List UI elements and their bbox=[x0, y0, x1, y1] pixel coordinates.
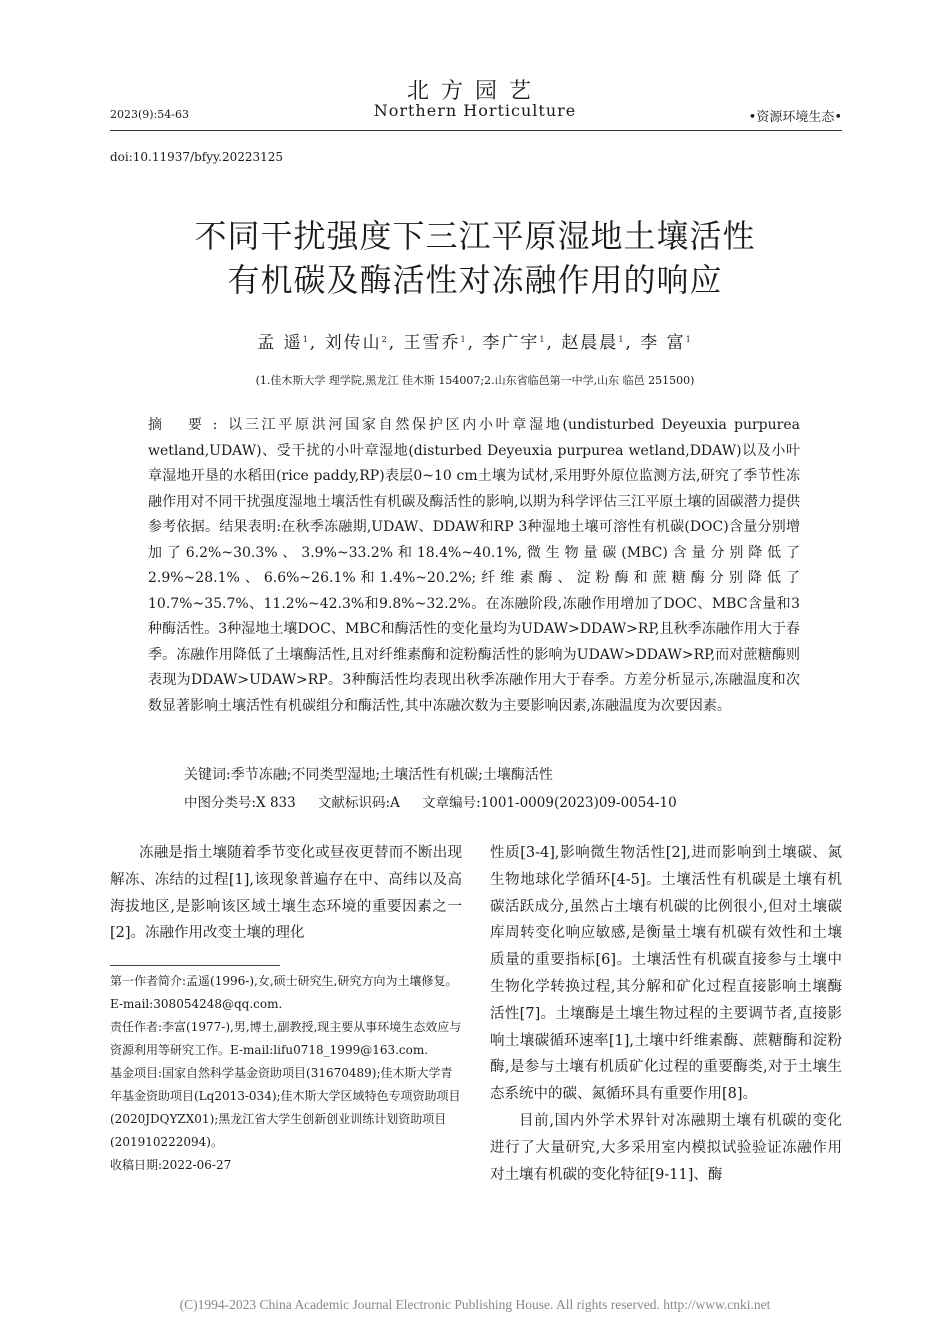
article-number: 文章编号:1001-0009(2023)09-0054-10 bbox=[422, 795, 677, 811]
affiliations: (1.佳木斯大学 理学院,黑龙江 佳木斯 154007;2.山东省临邑第一中学,山东 临邑 251500) bbox=[255, 374, 695, 387]
section-label: •资源环境生态• bbox=[748, 110, 842, 125]
header-divider bbox=[110, 130, 842, 131]
body-column-right bbox=[490, 840, 842, 1188]
issue-info: 2023(9):54-63 bbox=[110, 108, 189, 121]
copyright-notice: (C)1994-2023 China Academic Journal Electronic Publishing House. All rights reserved. http://www.cnki.net bbox=[179, 1297, 771, 1312]
body-paragraph: 冻融是指土壤随着季节变化或昼夜更替而不断出现解冻、冻结的过程[1],该现象普遍存在中、高纬以及高海拔地区,是影响该区域土壤生态环境的重要因素之一[2]。冻融作用改变土壤的理化 bbox=[110, 845, 462, 942]
corresponding-author-note: 责任作者:李富(1977-),男,博士,副教授,现主要从事环境生态效应与资源利用等研究工作。E-mail:lifu0718_1999@163.com. bbox=[110, 1020, 462, 1057]
author-affil-mark: 1 bbox=[618, 335, 626, 344]
title-line-2: 有机碳及酶活性对冻融作用的响应 bbox=[227, 261, 723, 299]
author: 王雪乔 bbox=[403, 333, 461, 353]
funding-note: 基金项目:国家自然科学基金资助项目(31670489);佳木斯大学青年基金资助项目(Lq2013-034);佳木斯大学区域特色专项资助项目(2020JDQYZX01);黑龙江省大学生创新创业训练计划资助项目(201910222094)。 bbox=[110, 1066, 461, 1149]
doi: doi:10.11937/bfyy.20223125 bbox=[110, 150, 284, 164]
author-affil-mark: 1 bbox=[685, 335, 693, 344]
author: 孟 遥 bbox=[257, 333, 303, 353]
received-date: 收稿日期:2022-06-27 bbox=[110, 1158, 232, 1172]
keywords: 关键词:季节冻融;不同类型湿地;土壤活性有机碳;土壤酶活性 bbox=[184, 767, 553, 783]
author-affil-mark: 2 bbox=[381, 335, 389, 344]
abstract-text: 以三江平原洪河国家自然保护区内小叶章湿地(undisturbed Deyeuxia purpurea wetland,UDAW)、受干扰的小叶章湿地(disturbed Deyeuxia purpurea wetland,DDAW)以及小叶章湿地开垦的水稻田(rice paddy,RP)表层0~10 cm土壤为试材,采用野外原位监测方法,研究了季节性冻融作用对不同干扰强度湿地土壤活性有机碳及酶活性的影响,以期为科学评估三江平原土壤的固碳潜力提供参考依据。结果表明:在秋季冻融期,UDAW、DDAW和RP 3种湿地土壤可溶性有机碳(DOC)含量分别增加了6.2%~30.3%、3.9%~33.2%和18.4%~40.1%,微生物量碳(MBC)含量分别降低了2.9%~28.1%、6.6%~26.1%和1.4%~20.2%;纤维素酶、淀粉酶和蔗糖酶分别降低了10.7%~35.7%、11.2%~42.3%和9.8%~32.2%。在冻融阶段,冻融作用增加了DOC、MBC含量和3种酶活性。3种湿地土壤DOC、MBC和酶活性的变化量均为UDAW>DDAW>RP,且秋季冻融作用大于春季。冻融作用降低了土壤酶活性,且对纤维素酶和淀粉酶活性的影响为UDAW>DDAW>RP,而对蔗糖酶则表现为DDAW>UDAW>RP。3种酶活性均表现出秋季冻融作用大于春季。方差分析显示,冻融温度和次数显著影响土壤活性有机碳组分和酶活性,其中冻融次数为主要影响因素,冻融温度为次要因素。 bbox=[148, 417, 800, 714]
first-author-note: 第一作者简介:孟遥(1996-),女,硕士研究生,研究方向为土壤修复。E-mail:308054248@qq.com. bbox=[110, 974, 458, 1011]
author-affil-mark: 1 bbox=[302, 335, 310, 344]
author-list: 孟 遥$^1$, 刘传山$^2$, 王雪乔$^1$, 李广宇$^1$, 赵晨晨$^1$, 李 富$^1$ bbox=[257, 333, 693, 353]
paper-title bbox=[100, 214, 850, 302]
body-paragraph: 性质[3-4],影响微生物活性[2],进而影响到土壤碳、氮生物地球化学循环[4-5]。土壤活性有机碳是土壤有机碳活跃成分,虽然占土壤有机碳的比例很小,但对土壤碳库周转变化响应敏感,是衡量土壤有机碳有效性和土壤质量的重要指标[6]。土壤活性有机碳直接参与土壤中生物化学转换过程,其分解和矿化过程直接影响土壤酶活性[7]。土壤酶是土壤生物过程的主要调节者,直接影响土壤碳循环速率[1],土壤中纤维素酶、蔗糖酶和淀粉酶,是参与土壤有机质矿化过程的重要酶类,对于土壤生态系统中的碳、氮循环具有重要作用[8]。 bbox=[490, 845, 842, 1103]
abstract-label: 摘 要: bbox=[148, 417, 226, 433]
author: 李 富 bbox=[640, 333, 686, 353]
journal-title-cn: 北方园艺 bbox=[406, 79, 543, 104]
author: 赵晨晨 bbox=[561, 333, 619, 353]
classification-line bbox=[184, 791, 824, 811]
author: 刘传山 bbox=[324, 333, 382, 353]
footnotes bbox=[110, 970, 462, 1177]
author: 李广宇 bbox=[482, 333, 540, 353]
journal-title-en: Northern Horticulture bbox=[373, 101, 577, 120]
author-affil-mark: 1 bbox=[539, 335, 547, 344]
abstract bbox=[148, 413, 800, 719]
body-column-left bbox=[110, 840, 462, 947]
document-code: 文献标识码:A bbox=[318, 795, 400, 811]
author-affil-mark: 1 bbox=[460, 335, 468, 344]
footnote-divider bbox=[110, 965, 280, 966]
title-line-1: 不同干扰强度下三江平原湿地土壤活性 bbox=[194, 217, 756, 255]
clc-number: 中图分类号:X 833 bbox=[184, 795, 296, 811]
body-paragraph: 目前,国内外学术界针对冻融期土壤有机碳的变化进行了大量研究,大多采用室内模拟试验验证冻融作用对土壤有机碳的变化特征[9-11]、酶 bbox=[490, 1112, 842, 1183]
